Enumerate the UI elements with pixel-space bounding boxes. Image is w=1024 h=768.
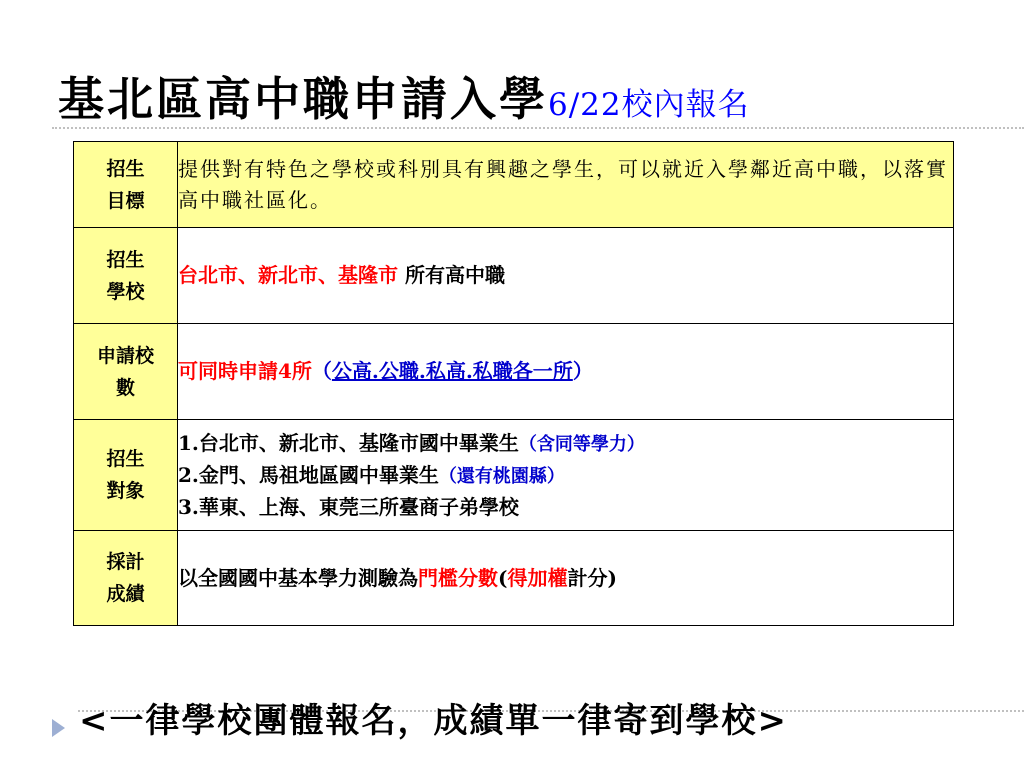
label-goal-line2: 目標: [106, 189, 145, 212]
application-count-text: 可同時申請4所: [178, 359, 312, 383]
scoring-text-2: 計分): [567, 565, 617, 590]
eligibility-item-text: 2.金門、馬祖地區國中畢業生: [178, 462, 439, 487]
schools-scope: 所有高中職: [398, 263, 505, 287]
table-row-application-count: [74, 324, 954, 420]
label-eligibility-line2: 對象: [106, 480, 145, 502]
bullet-arrow-icon: [52, 719, 65, 737]
label-scoring-line1: 採計: [106, 551, 145, 573]
eligibility-item-text: 3.華東、上海、東莞三所臺商子弟學校: [178, 494, 519, 519]
table-row-schools: [74, 228, 954, 324]
title-divider: [52, 127, 1024, 129]
table-row-scoring: [74, 531, 954, 626]
list-item: [178, 460, 953, 492]
scoring-text-1: 以全國國中基本學力測驗為: [178, 565, 418, 590]
title-subtitle: 6/22校內報名: [548, 87, 750, 123]
label-application-count: [74, 324, 178, 420]
label-scoring: [74, 531, 178, 626]
eligibility-item-note: （還有桃園縣）: [438, 465, 565, 487]
label-goal-line1: 招生: [106, 157, 145, 180]
label-application-count-line2: 數: [115, 376, 135, 399]
table-row-eligibility: [74, 420, 954, 531]
eligibility-item-text: 1.台北市、新北市、基隆市國中畢業生: [178, 430, 519, 455]
label-application-count-line1: 申請校: [96, 344, 154, 367]
scoring-threshold: 門檻分數: [418, 565, 498, 590]
scoring-paren-open: (: [498, 565, 508, 590]
content-application-count: [178, 324, 954, 420]
eligibility-item-note: （含同等學力）: [518, 433, 645, 455]
label-eligibility: [74, 420, 178, 531]
content-goal: 提供對有特色之學校或科別具有興趣之學生，可以就近入學鄰近高中職，以落實高中職社區化。: [178, 142, 954, 228]
page-title: [58, 72, 750, 126]
scoring-weighted: 得加權: [507, 565, 568, 590]
paren-close: ）: [572, 359, 593, 383]
label-schools-line2: 學校: [106, 280, 145, 303]
content-scoring: [178, 531, 954, 626]
table-row-goal: [74, 142, 954, 228]
list-item: [178, 428, 953, 460]
schools-cities: 台北市、新北市、基隆市: [178, 263, 398, 287]
list-item: [178, 492, 953, 523]
footer-note: <一律學校團體報名，成績單一律寄到學校>: [79, 701, 788, 741]
content-schools: [178, 228, 954, 324]
label-eligibility-line1: 招生: [106, 448, 145, 470]
application-types: 公高.公職.私高.私職各一所: [331, 359, 573, 383]
content-eligibility: [178, 420, 954, 531]
paren-open: （: [311, 359, 332, 383]
label-schools-line1: 招生: [106, 248, 145, 271]
title-main: 基北區高中職申請入學: [58, 72, 548, 126]
label-goal: [74, 142, 178, 228]
label-schools: [74, 228, 178, 324]
label-scoring-line2: 成績: [106, 583, 145, 605]
admission-info-table: [73, 141, 954, 626]
